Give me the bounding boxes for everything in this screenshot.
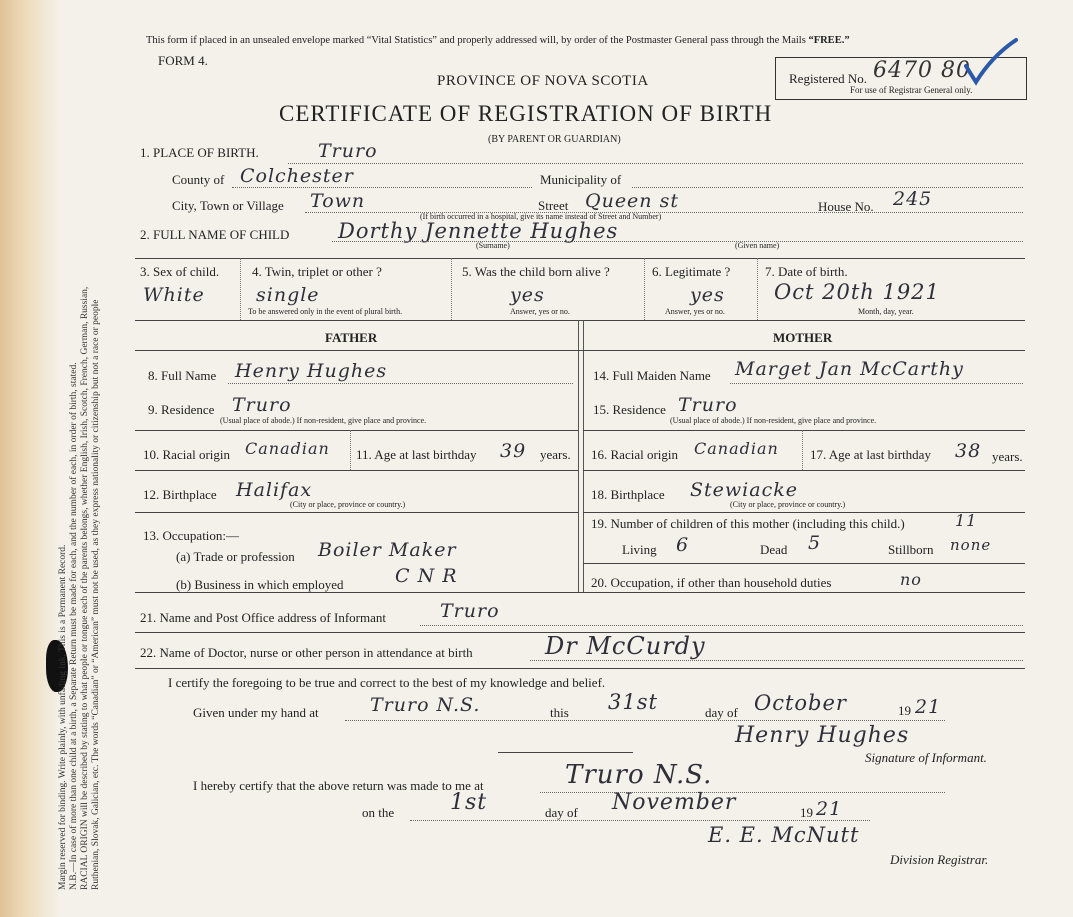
street-label: Street [538, 198, 569, 213]
row-rule [135, 350, 1025, 351]
county-value: Colchester [240, 165, 354, 187]
father-racial-label: 10. Racial origin [143, 447, 231, 462]
separator-rule [498, 752, 633, 753]
dotted-rule [228, 383, 573, 384]
mother-res-label: 15. Residence [593, 402, 666, 417]
row-rule [583, 563, 1025, 564]
father-res-value: Truro [232, 394, 292, 416]
center-divider [583, 320, 584, 592]
mother-children-value: 11 [955, 511, 978, 530]
registrar-signature: E. E. McNutt [708, 823, 860, 847]
city-label: City, Town or Village [172, 198, 284, 213]
column-rule [240, 258, 241, 320]
house-label: House No. [818, 199, 874, 214]
county-label: County of [172, 172, 225, 187]
informant-signature: Henry Hughes [735, 723, 910, 748]
father-res-note: (Usual place of abode.) If non-resident, give place and province. [220, 416, 427, 425]
mother-children-label: 19. Number of children of this mother (including this child.) [591, 516, 905, 531]
dotted-rule [730, 383, 1023, 384]
surname-note: (Surname) [476, 241, 510, 250]
column-rule [644, 258, 645, 320]
place-value: Truro [318, 140, 378, 162]
row-rule [135, 512, 578, 513]
registrar-dayof-label: day of [545, 805, 578, 820]
registrar-place-value: Truro N.S. [565, 760, 713, 790]
dob-value: Oct 20th 1921 [774, 280, 940, 304]
margin-instructions [58, 287, 102, 890]
page-subtitle: (BY PARENT OR GUARDIAN) [488, 134, 621, 145]
father-trade-label: (a) Trade or profession [176, 549, 295, 564]
father-biz-value: C N R [395, 565, 458, 587]
mother-age-value: 38 [955, 440, 982, 462]
margin-line: Margin reserved for binding. Write plainly, with unfading ink. This is a Permanent Record. [58, 544, 68, 890]
mother-name-value: Marget Jan McCarthy [735, 358, 964, 380]
registrar-sig-label: Division Registrar. [890, 852, 989, 867]
registrar-day-value: 1st [450, 790, 488, 815]
dotted-rule [332, 241, 1023, 242]
informant-sig-label: Signature of Informant. [865, 750, 987, 765]
street-value: Queen st [585, 190, 679, 212]
margin-line: RACIAL ORIGIN will be described by stating to what people or tongue each of the parents belongs, whether English, Irish, Scotch, French, German, Russian, [80, 286, 90, 890]
mother-racial-value: Canadian [694, 439, 779, 458]
dotted-rule [420, 625, 1023, 626]
legit-value: yes [690, 284, 725, 306]
row-rule [583, 430, 1025, 431]
mother-occ-label: 20. Occupation, if other than household duties [591, 575, 832, 590]
dob-label: 7. Date of birth. [765, 264, 848, 279]
twin-label: 4. Twin, triplet or other ? [252, 264, 382, 279]
mother-still-value: none [950, 536, 992, 554]
cert-month-value: October [754, 691, 847, 715]
column-rule [451, 258, 452, 320]
registrar-line: I hereby certify that the above return was made to me at [193, 778, 484, 793]
registrar-on-label: on the [362, 805, 395, 820]
dob-note: Month, day, year. [858, 307, 914, 316]
twin-note: To be answered only in the event of plural birth. [248, 307, 403, 316]
cert-dayof-label: day of [705, 705, 738, 720]
registrar-year-prefix: 19 [800, 805, 813, 820]
dotted-rule [540, 792, 945, 793]
municipality-label: Municipality of [540, 172, 622, 187]
mother-birthplace-note: (City or place, province or country.) [730, 500, 846, 509]
dotted-rule [345, 720, 945, 721]
dotted-rule [288, 163, 1023, 164]
legit-note: Answer, yes or no. [665, 307, 725, 316]
father-birthplace-label: 12. Birthplace [143, 487, 217, 502]
row-rule [135, 430, 578, 431]
column-rule [802, 430, 803, 470]
twin-value: single [256, 284, 320, 306]
mother-dead-label: Dead [760, 542, 788, 557]
sex-label: 3. Sex of child. [140, 264, 220, 279]
mother-age-unit: years. [992, 449, 1023, 464]
margin-line: Ruthenian, Slovak, Galician, etc. The words “Canadian” or “American” must not be used, as they express nationality or citizenship but not a race or people [91, 299, 101, 890]
legit-label: 6. Legitimate ? [652, 264, 731, 279]
paper-stain [0, 0, 60, 917]
postal-notice-text: This form if placed in an unsealed envelope marked “Vital Statistics” and properly addressed will, by order of the Postmaster General pass through the Mails [146, 35, 806, 46]
father-birthplace-value: Halifax [236, 479, 313, 501]
cert-year-value: 21 [915, 696, 942, 718]
father-trade-value: Boiler Maker [318, 539, 457, 561]
informant-value: Truro [440, 600, 500, 622]
dotted-rule [232, 187, 532, 188]
page-title: CERTIFICATE OF REGISTRATION OF BIRTH [279, 101, 773, 126]
mother-racial-label: 16. Racial origin [591, 447, 679, 462]
father-name-value: Henry Hughes [235, 360, 388, 382]
postal-notice [146, 35, 850, 46]
registrar-year-value: 21 [816, 798, 843, 820]
street-note: (If birth occurred in a hospital, give its name instead of Street and Number) [420, 212, 662, 221]
mother-occ-value: no [900, 570, 922, 589]
city-value: Town [310, 190, 366, 212]
given-note: (Given name) [735, 241, 780, 250]
row-rule [135, 668, 1025, 669]
alive-note: Answer, yes or no. [510, 307, 570, 316]
informant-label: 21. Name and Post Office address of Informant [140, 610, 386, 625]
father-birthplace-note: (City or place, province or country.) [290, 500, 406, 509]
row-rule [583, 470, 1025, 471]
mother-age-label: 17. Age at last birthday [810, 447, 931, 462]
mother-dead-value: 5 [808, 532, 822, 554]
registered-value: 6470 80 [873, 58, 971, 83]
doctor-value: Dr McCurdy [545, 632, 706, 660]
row-rule [135, 320, 1025, 321]
given-value: Truro N.S. [370, 694, 481, 716]
mother-living-label: Living [622, 542, 657, 557]
father-name-label: 8. Full Name [148, 368, 217, 383]
registered-label: Registered No. [789, 71, 867, 86]
father-heading: FATHER [325, 330, 378, 345]
column-rule [350, 430, 351, 470]
postal-notice-free: “FREE.” [808, 35, 850, 46]
father-biz-label: (b) Business in which employed [176, 577, 344, 592]
mother-heading: MOTHER [773, 330, 833, 345]
mother-name-label: 14. Full Maiden Name [593, 368, 711, 383]
certify-line: I certify the foregoing to be true and correct to the best of my knowledge and belief. [168, 675, 606, 690]
province-heading: PROVINCE OF NOVA SCOTIA [437, 73, 649, 89]
dotted-rule [632, 187, 1023, 188]
row-rule [135, 592, 1025, 593]
form-number: FORM 4. [158, 53, 208, 68]
father-racial-value: Canadian [245, 439, 330, 458]
registrar-month-value: November [612, 790, 737, 815]
father-age-label: 11. Age at last birthday [356, 447, 477, 462]
mother-birthplace-label: 18. Birthplace [591, 487, 665, 502]
place-label: 1. PLACE OF BIRTH. [140, 145, 259, 160]
dotted-rule [530, 660, 1023, 661]
house-value: 245 [893, 188, 933, 210]
row-rule [135, 258, 1025, 259]
mother-still-label: Stillborn [888, 542, 934, 557]
child-name-label: 2. FULL NAME OF CHILD [140, 227, 290, 242]
check-mark-icon [962, 36, 1022, 86]
this-label: this [550, 705, 569, 720]
margin-line: N.B.—In case of more than one child at a birth, a Separate Return must be made for each, and the number of each, in order of birth, stated. [69, 362, 79, 890]
registrar-note: For use of Registrar General only. [850, 85, 973, 95]
cert-year-prefix: 19 [898, 703, 911, 718]
father-res-label: 9. Residence [148, 402, 215, 417]
row-rule [135, 470, 578, 471]
mother-res-note: (Usual place of abode.) If non-resident, give place and province. [670, 416, 877, 425]
doctor-label: 22. Name of Doctor, nurse or other person in attendance at birth [140, 645, 473, 660]
dotted-rule [305, 212, 1023, 213]
sex-value: White [143, 284, 205, 306]
mother-birthplace-value: Stewiacke [690, 479, 798, 501]
given-label: Given under my hand at [193, 705, 319, 720]
mother-res-value: Truro [678, 394, 738, 416]
alive-label: 5. Was the child born alive ? [462, 264, 610, 279]
child-name-value: Dorthy Jennette Hughes [338, 219, 619, 243]
alive-value: yes [510, 284, 545, 306]
dotted-rule [410, 820, 870, 821]
father-age-unit: years. [540, 447, 571, 462]
center-divider [578, 320, 579, 592]
column-rule [757, 258, 758, 320]
father-occ-label: 13. Occupation:— [143, 528, 240, 543]
mother-living-value: 6 [676, 534, 690, 556]
father-age-value: 39 [500, 440, 527, 462]
cert-day-value: 31st [608, 690, 658, 714]
